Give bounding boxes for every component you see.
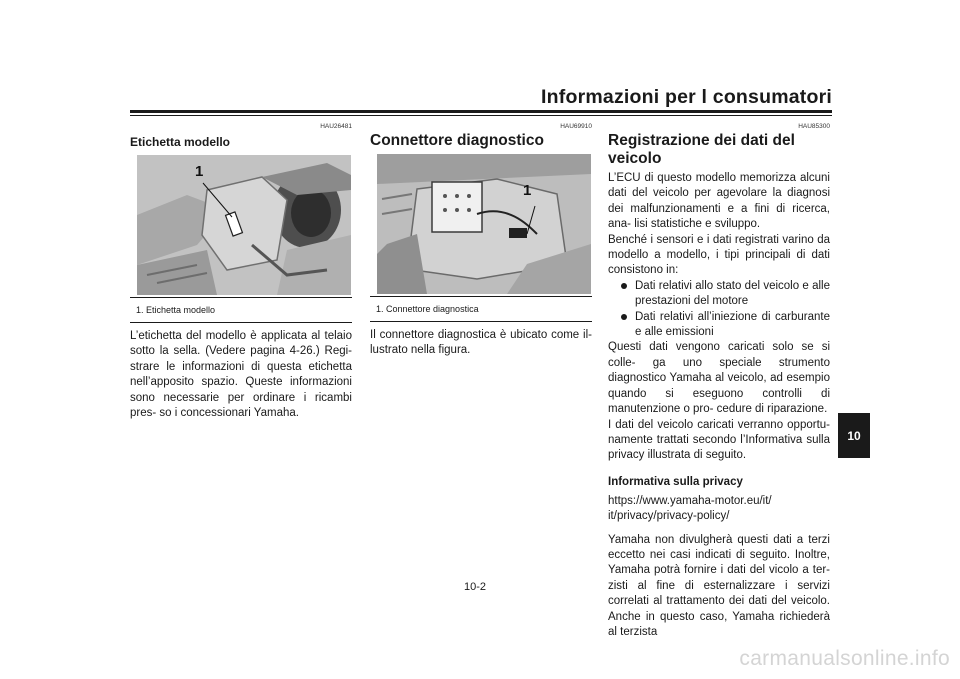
bullet-icon	[621, 283, 627, 289]
body-text: Benché i sensori e i dati registrati varino da modello a modello, i tipi principali di dati consistono in:	[608, 233, 830, 277]
data-type-list	[608, 279, 830, 341]
list-item: Dati relativi all’iniezione di carburante e alle emissioni	[608, 310, 830, 341]
column-model-label	[130, 122, 352, 421]
caption-divider	[370, 296, 592, 297]
section-code: HAU26481	[320, 123, 352, 130]
column-data-recording	[608, 122, 830, 640]
page-title: Informazioni per l consumatori	[541, 86, 832, 108]
diagnostic-connector-photo	[377, 154, 591, 294]
section-heading-data-recording: Registrazione dei dati del veicolo	[608, 132, 795, 167]
section-code: HAU69910	[560, 123, 592, 130]
section-code: HAU85300	[798, 123, 830, 130]
chapter-tab: 10	[838, 413, 870, 458]
body-text: L’ECU di questo modello memorizza alcuni dati del veicolo per agevolare la diagnosi dei malfunzionamenti e a fini di ricerca, ana- lisi statistiche e sviluppo.	[608, 172, 830, 231]
watermark: carmanualsonline.info	[739, 647, 950, 670]
privacy-subheading: Informativa sulla privacy	[608, 475, 743, 488]
section-heading-model-label: Etichetta modello	[130, 135, 231, 149]
caption-divider	[130, 297, 352, 298]
section-heading-diagnostic: Connettore diagnostico	[370, 132, 544, 149]
bullet-icon	[621, 314, 627, 320]
page-number: 10-2	[464, 581, 487, 593]
body-text: Il connettore diagnostica è ubicato come il- lustrato nella figura.	[370, 329, 592, 357]
body-text: Yamaha non divulgherà questi dati a terzi eccetto nei casi indicati di seguito. Inoltre, Yamaha potrà fornire i dati del vicolo a ter- zisti al fine di esternalizzare i servizi correlati al trattamento dei dati del veicolo. Anche in questo caso, Yamaha richiederà al terzista	[608, 533, 830, 638]
body-text: L’etichetta del modello è applicata al telaio sotto la sella. (Vedere pagina 4-26.) Regi- strare le informazioni di questa etichetta nell’apposito spazio. Queste informazioni sono necessarie per ordinare i ricambi pres- so i concessionari Yamaha.	[130, 330, 352, 420]
callout-number: 1	[523, 182, 532, 199]
caption-divider	[370, 321, 592, 322]
callout-number: 1	[195, 163, 204, 180]
header-rule-thin	[130, 115, 832, 116]
body-text: I dati del veicolo caricati verranno opportu- namente trattati secondo l’Informativa sulla privacy illustrata di seguito.	[608, 418, 830, 462]
column-diagnostic	[370, 122, 592, 359]
caption-divider	[130, 322, 352, 323]
figure-caption: 1. Connettore diagnostica	[376, 304, 479, 314]
header-rule	[130, 110, 832, 113]
list-item: Dati relativi allo stato del veicolo e alle prestazioni del motore	[608, 279, 830, 310]
body-text: Questi dati vengono caricati solo se si colle- ga uno speciale strumento diagnostico Yamaha al veicolo, ad esempio quando si eseguono controlli di manutenzione o pro- cedure di riparazione.	[608, 341, 830, 416]
privacy-url[interactable]: https://www.yamaha-motor.eu/it/ it/privacy/privacy-policy/	[608, 494, 772, 523]
figure-caption: 1. Etichetta modello	[136, 305, 216, 315]
model-label-photo	[137, 155, 351, 295]
